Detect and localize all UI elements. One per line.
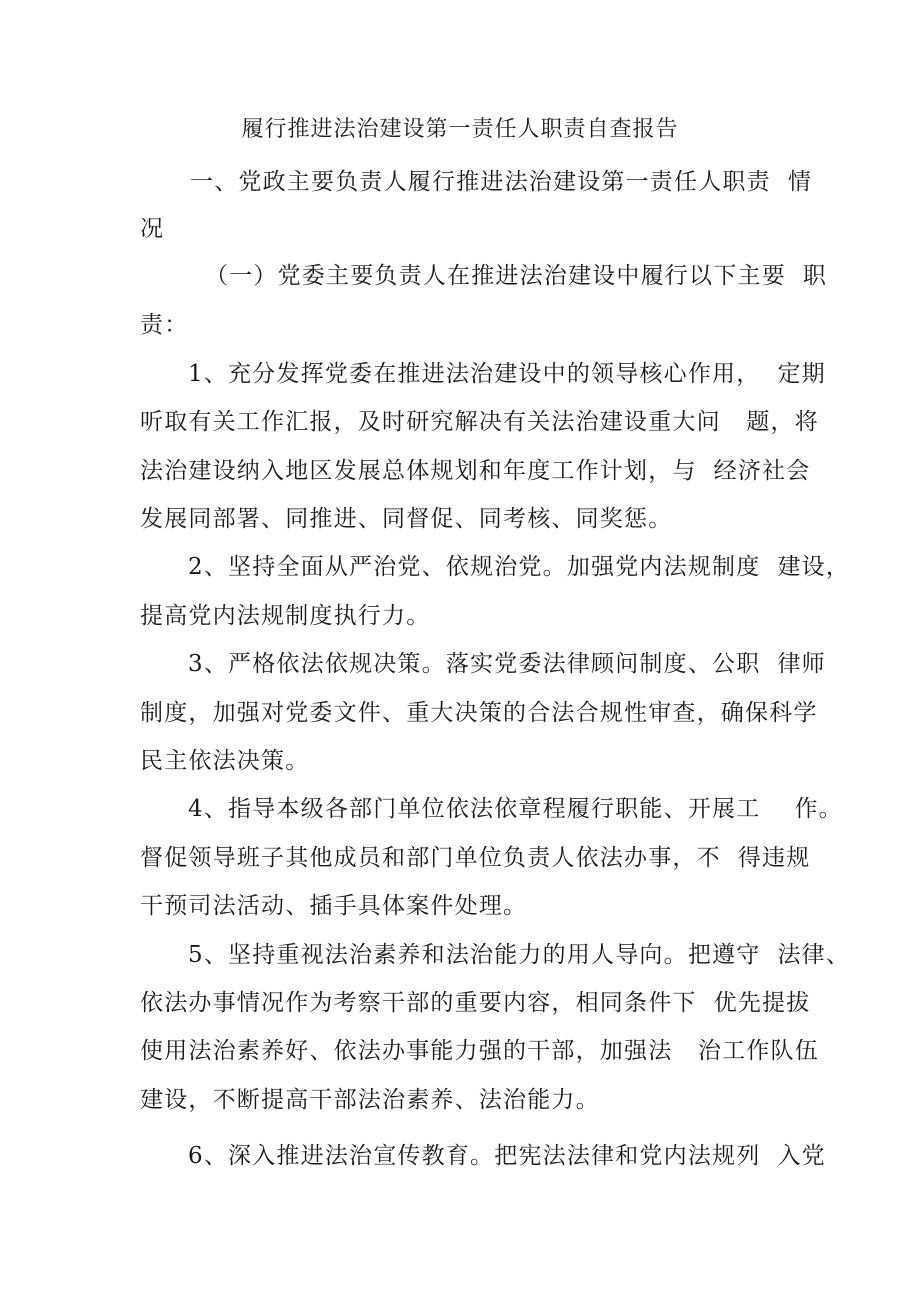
paragraph-line: 提高党内法规制度执行力。 [140,603,431,629]
paragraph-line: 2、坚持全面从严治党、依规治党。加强党内法规制度 建设， [188,554,851,580]
paragraph-line: 4、指导本级各部门单位依法依章程履行职能、开展工 作。 [188,796,843,822]
paragraph-line: 使用法治素养好、依法办事能力强的干部，加强法 治工作队伍 [140,1038,819,1064]
paragraph-line: 制度，加强对党委文件、重大决策的合法合规性审查，确保科学 [140,700,818,726]
section-heading-line: 一、党政主要负责人履行推进法治建设第一责任人职责 情 [190,169,813,195]
paragraph-line: 建设，不断提高干部法治素养、法治能力。 [140,1087,600,1113]
paragraph-line: 3、严格依法依规决策。落实党委法律顾问制度、公职 律师 [188,651,826,677]
subsection-heading-line: 责： [140,312,189,338]
section-heading-line: 况 [140,216,165,242]
document-title: 履行推进法治建设第一责任人职责自查报告 [241,117,679,142]
paragraph-line: 督促领导班子其他成员和部门单位负责人依法办事，不 得违规 [140,845,811,871]
subsection-heading-line: （一）党委主要负责人在推进法治建设中履行以下主要 职 [205,263,828,289]
paragraph-line: 依法办事情况作为考察干部的重要内容，相同条件下 优先提拔 [140,990,811,1016]
paragraph-line: 6、深入推进法治宣传教育。把宪法法律和党内法规列 入党 [188,1143,826,1169]
paragraph-line: 发展同部署、同推进、同督促、同考核、同奖惩。 [140,506,673,532]
paragraph-line: 干预司法活动、插手具体案件处理。 [140,893,528,919]
paragraph-line: 1、充分发挥党委在推进法治建设中的领导核心作用， 定期 [188,361,826,387]
paragraph-line: 听取有关工作汇报，及时研究解决有关法治建设重大问 题，将 [140,409,819,435]
paragraph-line: 5、坚持重视法治素养和法治能力的用人导向。把遵守 法律、 [188,942,851,968]
paragraph-line: 法治建设纳入地区发展总体规划和年度工作计划，与 经济社会 [140,458,811,484]
paragraph-line: 民主依法决策。 [140,748,310,774]
